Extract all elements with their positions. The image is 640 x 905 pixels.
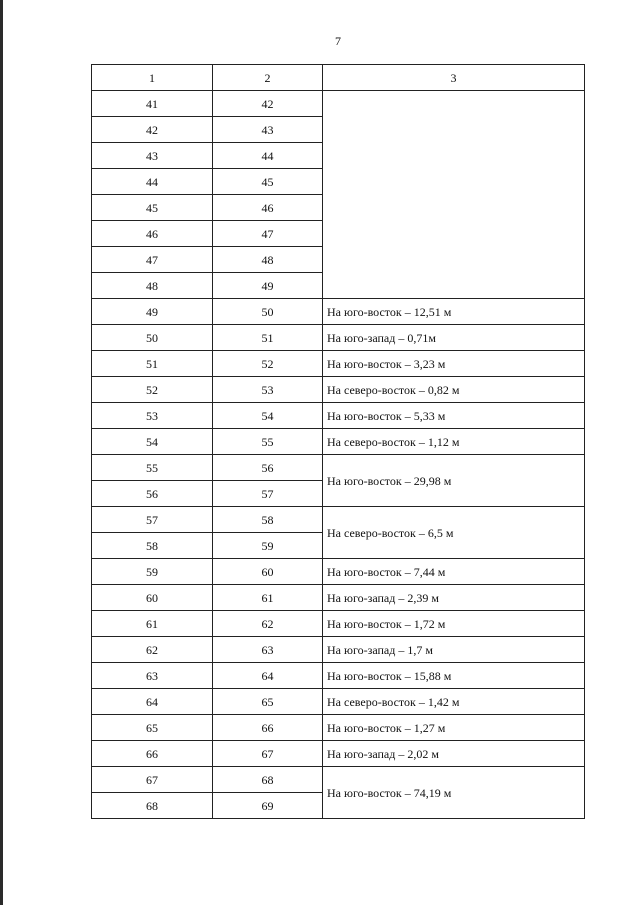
to-point-cell: 57 (213, 481, 323, 507)
from-point-cell: 44 (92, 169, 213, 195)
to-point-cell: 65 (213, 689, 323, 715)
direction-cell: На северо-восток – 6,5 м (323, 507, 585, 559)
to-point-cell: 56 (213, 455, 323, 481)
from-point-cell: 61 (92, 611, 213, 637)
from-point-cell: 68 (92, 793, 213, 819)
table-row (92, 429, 585, 455)
to-point-cell: 69 (213, 793, 323, 819)
to-point-cell: 66 (213, 715, 323, 741)
to-point-cell: 48 (213, 247, 323, 273)
from-point-cell: 63 (92, 663, 213, 689)
direction-cell: На юго-восток – 1,72 м (323, 611, 585, 637)
direction-cell (323, 91, 585, 299)
header-cell-1: 1 (92, 65, 213, 91)
scan-edge (0, 0, 3, 905)
table-row (92, 689, 585, 715)
table-row (92, 507, 585, 533)
from-point-cell: 64 (92, 689, 213, 715)
table-row (92, 611, 585, 637)
from-point-cell: 67 (92, 767, 213, 793)
to-point-cell: 68 (213, 767, 323, 793)
to-point-cell: 61 (213, 585, 323, 611)
to-point-cell: 50 (213, 299, 323, 325)
from-point-cell: 48 (92, 273, 213, 299)
direction-cell: На северо-восток – 0,82 м (323, 377, 585, 403)
direction-cell: На юго-восток – 29,98 м (323, 455, 585, 507)
from-point-cell: 66 (92, 741, 213, 767)
from-point-cell: 62 (92, 637, 213, 663)
table-header-row (92, 65, 585, 91)
to-point-cell: 42 (213, 91, 323, 117)
from-point-cell: 53 (92, 403, 213, 429)
to-point-cell: 52 (213, 351, 323, 377)
from-point-cell: 47 (92, 247, 213, 273)
from-point-cell: 49 (92, 299, 213, 325)
from-point-cell: 57 (92, 507, 213, 533)
from-point-cell: 59 (92, 559, 213, 585)
to-point-cell: 54 (213, 403, 323, 429)
direction-cell: На юго-запад – 0,71м (323, 325, 585, 351)
to-point-cell: 64 (213, 663, 323, 689)
from-point-cell: 45 (92, 195, 213, 221)
table-row (92, 767, 585, 793)
from-point-cell: 60 (92, 585, 213, 611)
direction-cell: На юго-восток – 1,27 м (323, 715, 585, 741)
to-point-cell: 43 (213, 117, 323, 143)
direction-cell: На юго-восток – 3,23 м (323, 351, 585, 377)
table-row (92, 559, 585, 585)
from-point-cell: 65 (92, 715, 213, 741)
table-row (92, 715, 585, 741)
to-point-cell: 49 (213, 273, 323, 299)
table-row (92, 585, 585, 611)
direction-cell: На юго-запад – 1,7 м (323, 637, 585, 663)
from-point-cell: 55 (92, 455, 213, 481)
to-point-cell: 46 (213, 195, 323, 221)
table-row (92, 637, 585, 663)
direction-cell: На северо-восток – 1,42 м (323, 689, 585, 715)
to-point-cell: 67 (213, 741, 323, 767)
from-point-cell: 50 (92, 325, 213, 351)
page-number: 7 (335, 34, 341, 48)
from-point-cell: 56 (92, 481, 213, 507)
from-point-cell: 58 (92, 533, 213, 559)
to-point-cell: 45 (213, 169, 323, 195)
table-row (92, 663, 585, 689)
to-point-cell: 60 (213, 559, 323, 585)
direction-cell: На юго-восток – 12,51 м (323, 299, 585, 325)
table-row (92, 741, 585, 767)
from-point-cell: 54 (92, 429, 213, 455)
direction-cell: На юго-восток – 15,88 м (323, 663, 585, 689)
direction-cell: На юго-восток – 5,33 м (323, 403, 585, 429)
boundary-table (91, 64, 585, 819)
direction-cell: На юго-запад – 2,39 м (323, 585, 585, 611)
direction-cell: На северо-восток – 1,12 м (323, 429, 585, 455)
to-point-cell: 55 (213, 429, 323, 455)
from-point-cell: 52 (92, 377, 213, 403)
to-point-cell: 47 (213, 221, 323, 247)
table-row (92, 377, 585, 403)
direction-cell: На юго-восток – 74,19 м (323, 767, 585, 819)
from-point-cell: 43 (92, 143, 213, 169)
from-point-cell: 41 (92, 91, 213, 117)
to-point-cell: 44 (213, 143, 323, 169)
header-cell-3: 3 (323, 65, 585, 91)
to-point-cell: 62 (213, 611, 323, 637)
from-point-cell: 51 (92, 351, 213, 377)
direction-cell: На юго-запад – 2,02 м (323, 741, 585, 767)
table-row (92, 91, 585, 117)
to-point-cell: 51 (213, 325, 323, 351)
to-point-cell: 53 (213, 377, 323, 403)
from-point-cell: 46 (92, 221, 213, 247)
to-point-cell: 59 (213, 533, 323, 559)
to-point-cell: 63 (213, 637, 323, 663)
table-row (92, 351, 585, 377)
table-row (92, 299, 585, 325)
from-point-cell: 42 (92, 117, 213, 143)
table-row (92, 455, 585, 481)
header-cell-2: 2 (213, 65, 323, 91)
to-point-cell: 58 (213, 507, 323, 533)
direction-cell: На юго-восток – 7,44 м (323, 559, 585, 585)
table-row (92, 325, 585, 351)
table-row (92, 403, 585, 429)
